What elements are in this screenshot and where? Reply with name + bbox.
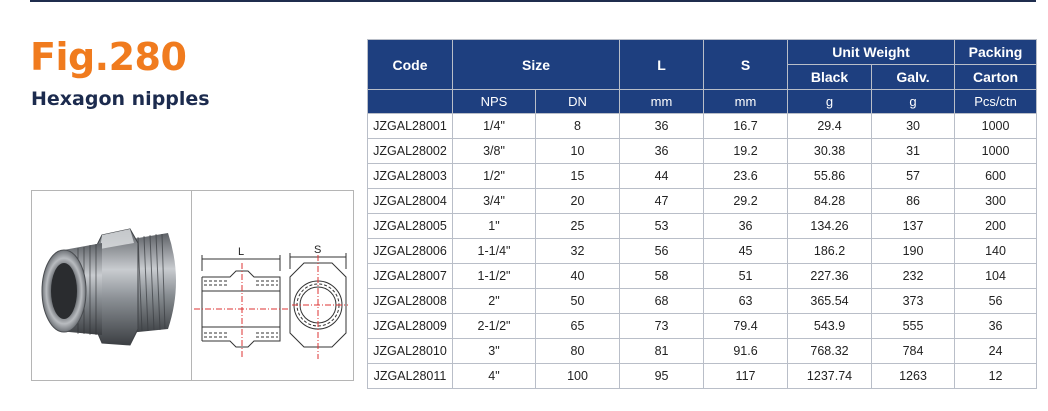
table-row — [368, 339, 1037, 364]
code-cell: JZGAL28002 — [368, 139, 453, 164]
size-header: Size — [453, 40, 620, 90]
length-cell: 58 — [620, 264, 704, 289]
nps-cell: 1/4" — [453, 114, 536, 139]
nps-cell: 1/2" — [453, 164, 536, 189]
hex-size-header: S — [704, 40, 788, 90]
galv-weight-cell: 190 — [872, 239, 955, 264]
black-weight-cell: 84.28 — [788, 189, 872, 214]
length-unit: mm — [620, 90, 704, 114]
carton-cell: 140 — [955, 239, 1037, 264]
dn-cell: 15 — [536, 164, 620, 189]
galv-weight-cell: 86 — [872, 189, 955, 214]
hex-size-cell: 36 — [704, 214, 788, 239]
dn-cell: 40 — [536, 264, 620, 289]
hex-size-cell: 91.6 — [704, 339, 788, 364]
code-header: Code — [368, 40, 453, 90]
hex-size-cell: 19.2 — [704, 139, 788, 164]
dn-cell: 100 — [536, 364, 620, 389]
nps-unit: NPS — [453, 90, 536, 114]
carton-cell: 56 — [955, 289, 1037, 314]
galv-weight-cell: 1263 — [872, 364, 955, 389]
dn-cell: 8 — [536, 114, 620, 139]
carton-cell: 36 — [955, 314, 1037, 339]
hex-size-cell: 23.6 — [704, 164, 788, 189]
length-cell: 56 — [620, 239, 704, 264]
header-row-1 — [368, 40, 1037, 65]
black-weight-cell: 543.9 — [788, 314, 872, 339]
code-unit — [368, 90, 453, 114]
nps-cell: 1-1/2" — [453, 264, 536, 289]
carton-cell: 1000 — [955, 114, 1037, 139]
length-label: L — [238, 246, 245, 258]
nps-cell: 1" — [453, 214, 536, 239]
code-cell: JZGAL28006 — [368, 239, 453, 264]
carton-cell: 24 — [955, 339, 1037, 364]
code-cell: JZGAL28010 — [368, 339, 453, 364]
code-cell: JZGAL28009 — [368, 314, 453, 339]
dn-cell: 20 — [536, 189, 620, 214]
code-cell: JZGAL28004 — [368, 189, 453, 214]
table-row — [368, 264, 1037, 289]
galv-weight-cell: 137 — [872, 214, 955, 239]
table-row — [368, 139, 1037, 164]
packing-header: Packing — [955, 40, 1037, 65]
length-cell: 36 — [620, 114, 704, 139]
code-cell: JZGAL28001 — [368, 114, 453, 139]
nps-cell: 3" — [453, 339, 536, 364]
black-weight-cell: 365.54 — [788, 289, 872, 314]
dn-cell: 80 — [536, 339, 620, 364]
figure-divider — [191, 191, 192, 380]
hex-size-cell: 63 — [704, 289, 788, 314]
galv-header: Galv. — [872, 65, 955, 90]
carton-header: Carton — [955, 65, 1037, 90]
black-weight-cell: 186.2 — [788, 239, 872, 264]
table-row — [368, 164, 1037, 189]
length-cell: 53 — [620, 214, 704, 239]
nps-cell: 3/8" — [453, 139, 536, 164]
galv-weight-cell: 232 — [872, 264, 955, 289]
table-row — [368, 214, 1037, 239]
specification-table — [367, 39, 1037, 389]
carton-cell: 200 — [955, 214, 1037, 239]
table-row — [368, 289, 1037, 314]
unit-weight-header: Unit Weight — [788, 40, 955, 65]
dn-cell: 25 — [536, 214, 620, 239]
code-cell: JZGAL28008 — [368, 289, 453, 314]
table-row — [368, 114, 1037, 139]
dn-cell: 10 — [536, 139, 620, 164]
hex-size-cell: 45 — [704, 239, 788, 264]
black-weight-cell: 227.36 — [788, 264, 872, 289]
black-weight-cell: 1237.74 — [788, 364, 872, 389]
black-weight-cell: 55.86 — [788, 164, 872, 189]
black-header: Black — [788, 65, 872, 90]
hexagon-nipple-photo — [38, 203, 188, 368]
hex-size-cell: 117 — [704, 364, 788, 389]
carton-cell: 600 — [955, 164, 1037, 189]
length-cell: 68 — [620, 289, 704, 314]
carton-cell: 12 — [955, 364, 1037, 389]
length-cell: 36 — [620, 139, 704, 164]
nps-cell: 2-1/2" — [453, 314, 536, 339]
length-cell: 95 — [620, 364, 704, 389]
dn-cell: 32 — [536, 239, 620, 264]
carton-cell: 1000 — [955, 139, 1037, 164]
product-illustration — [31, 190, 354, 381]
black-weight-cell: 134.26 — [788, 214, 872, 239]
black-weight-cell: 30.38 — [788, 139, 872, 164]
code-cell: JZGAL28005 — [368, 214, 453, 239]
length-cell: 47 — [620, 189, 704, 214]
hex-size-cell: 79.4 — [704, 314, 788, 339]
galv-unit: g — [872, 90, 955, 114]
dn-cell: 50 — [536, 289, 620, 314]
length-cell: 81 — [620, 339, 704, 364]
units-row — [368, 90, 1037, 114]
code-cell: JZGAL28003 — [368, 164, 453, 189]
black-weight-cell: 29.4 — [788, 114, 872, 139]
carton-cell: 104 — [955, 264, 1037, 289]
galv-weight-cell: 373 — [872, 289, 955, 314]
hex-size-unit: mm — [704, 90, 788, 114]
length-cell: 73 — [620, 314, 704, 339]
nps-cell: 4" — [453, 364, 536, 389]
galv-weight-cell: 57 — [872, 164, 955, 189]
product-name: Hexagon nipples — [31, 88, 210, 110]
black-weight-cell: 768.32 — [788, 339, 872, 364]
carton-unit: Pcs/ctn — [955, 90, 1037, 114]
dn-cell: 65 — [536, 314, 620, 339]
length-header: L — [620, 40, 704, 90]
hex-size-cell: 29.2 — [704, 189, 788, 214]
galv-weight-cell: 784 — [872, 339, 955, 364]
galv-weight-cell: 30 — [872, 114, 955, 139]
top-rule — [30, 0, 1036, 2]
nps-cell: 3/4" — [453, 189, 536, 214]
nps-cell: 1-1/4" — [453, 239, 536, 264]
hex-size-cell: 51 — [704, 264, 788, 289]
table-row — [368, 364, 1037, 389]
black-unit: g — [788, 90, 872, 114]
size-label: S — [314, 244, 322, 256]
length-cell: 44 — [620, 164, 704, 189]
galv-weight-cell: 31 — [872, 139, 955, 164]
table-row — [368, 314, 1037, 339]
nps-cell: 2" — [453, 289, 536, 314]
dimension-drawing — [194, 199, 352, 374]
code-cell: JZGAL28011 — [368, 364, 453, 389]
galv-weight-cell: 555 — [872, 314, 955, 339]
hex-size-cell: 16.7 — [704, 114, 788, 139]
figure-number: Fig.280 — [30, 35, 187, 79]
table-row — [368, 239, 1037, 264]
code-cell: JZGAL28007 — [368, 264, 453, 289]
dn-unit: DN — [536, 90, 620, 114]
table-row — [368, 189, 1037, 214]
carton-cell: 300 — [955, 189, 1037, 214]
